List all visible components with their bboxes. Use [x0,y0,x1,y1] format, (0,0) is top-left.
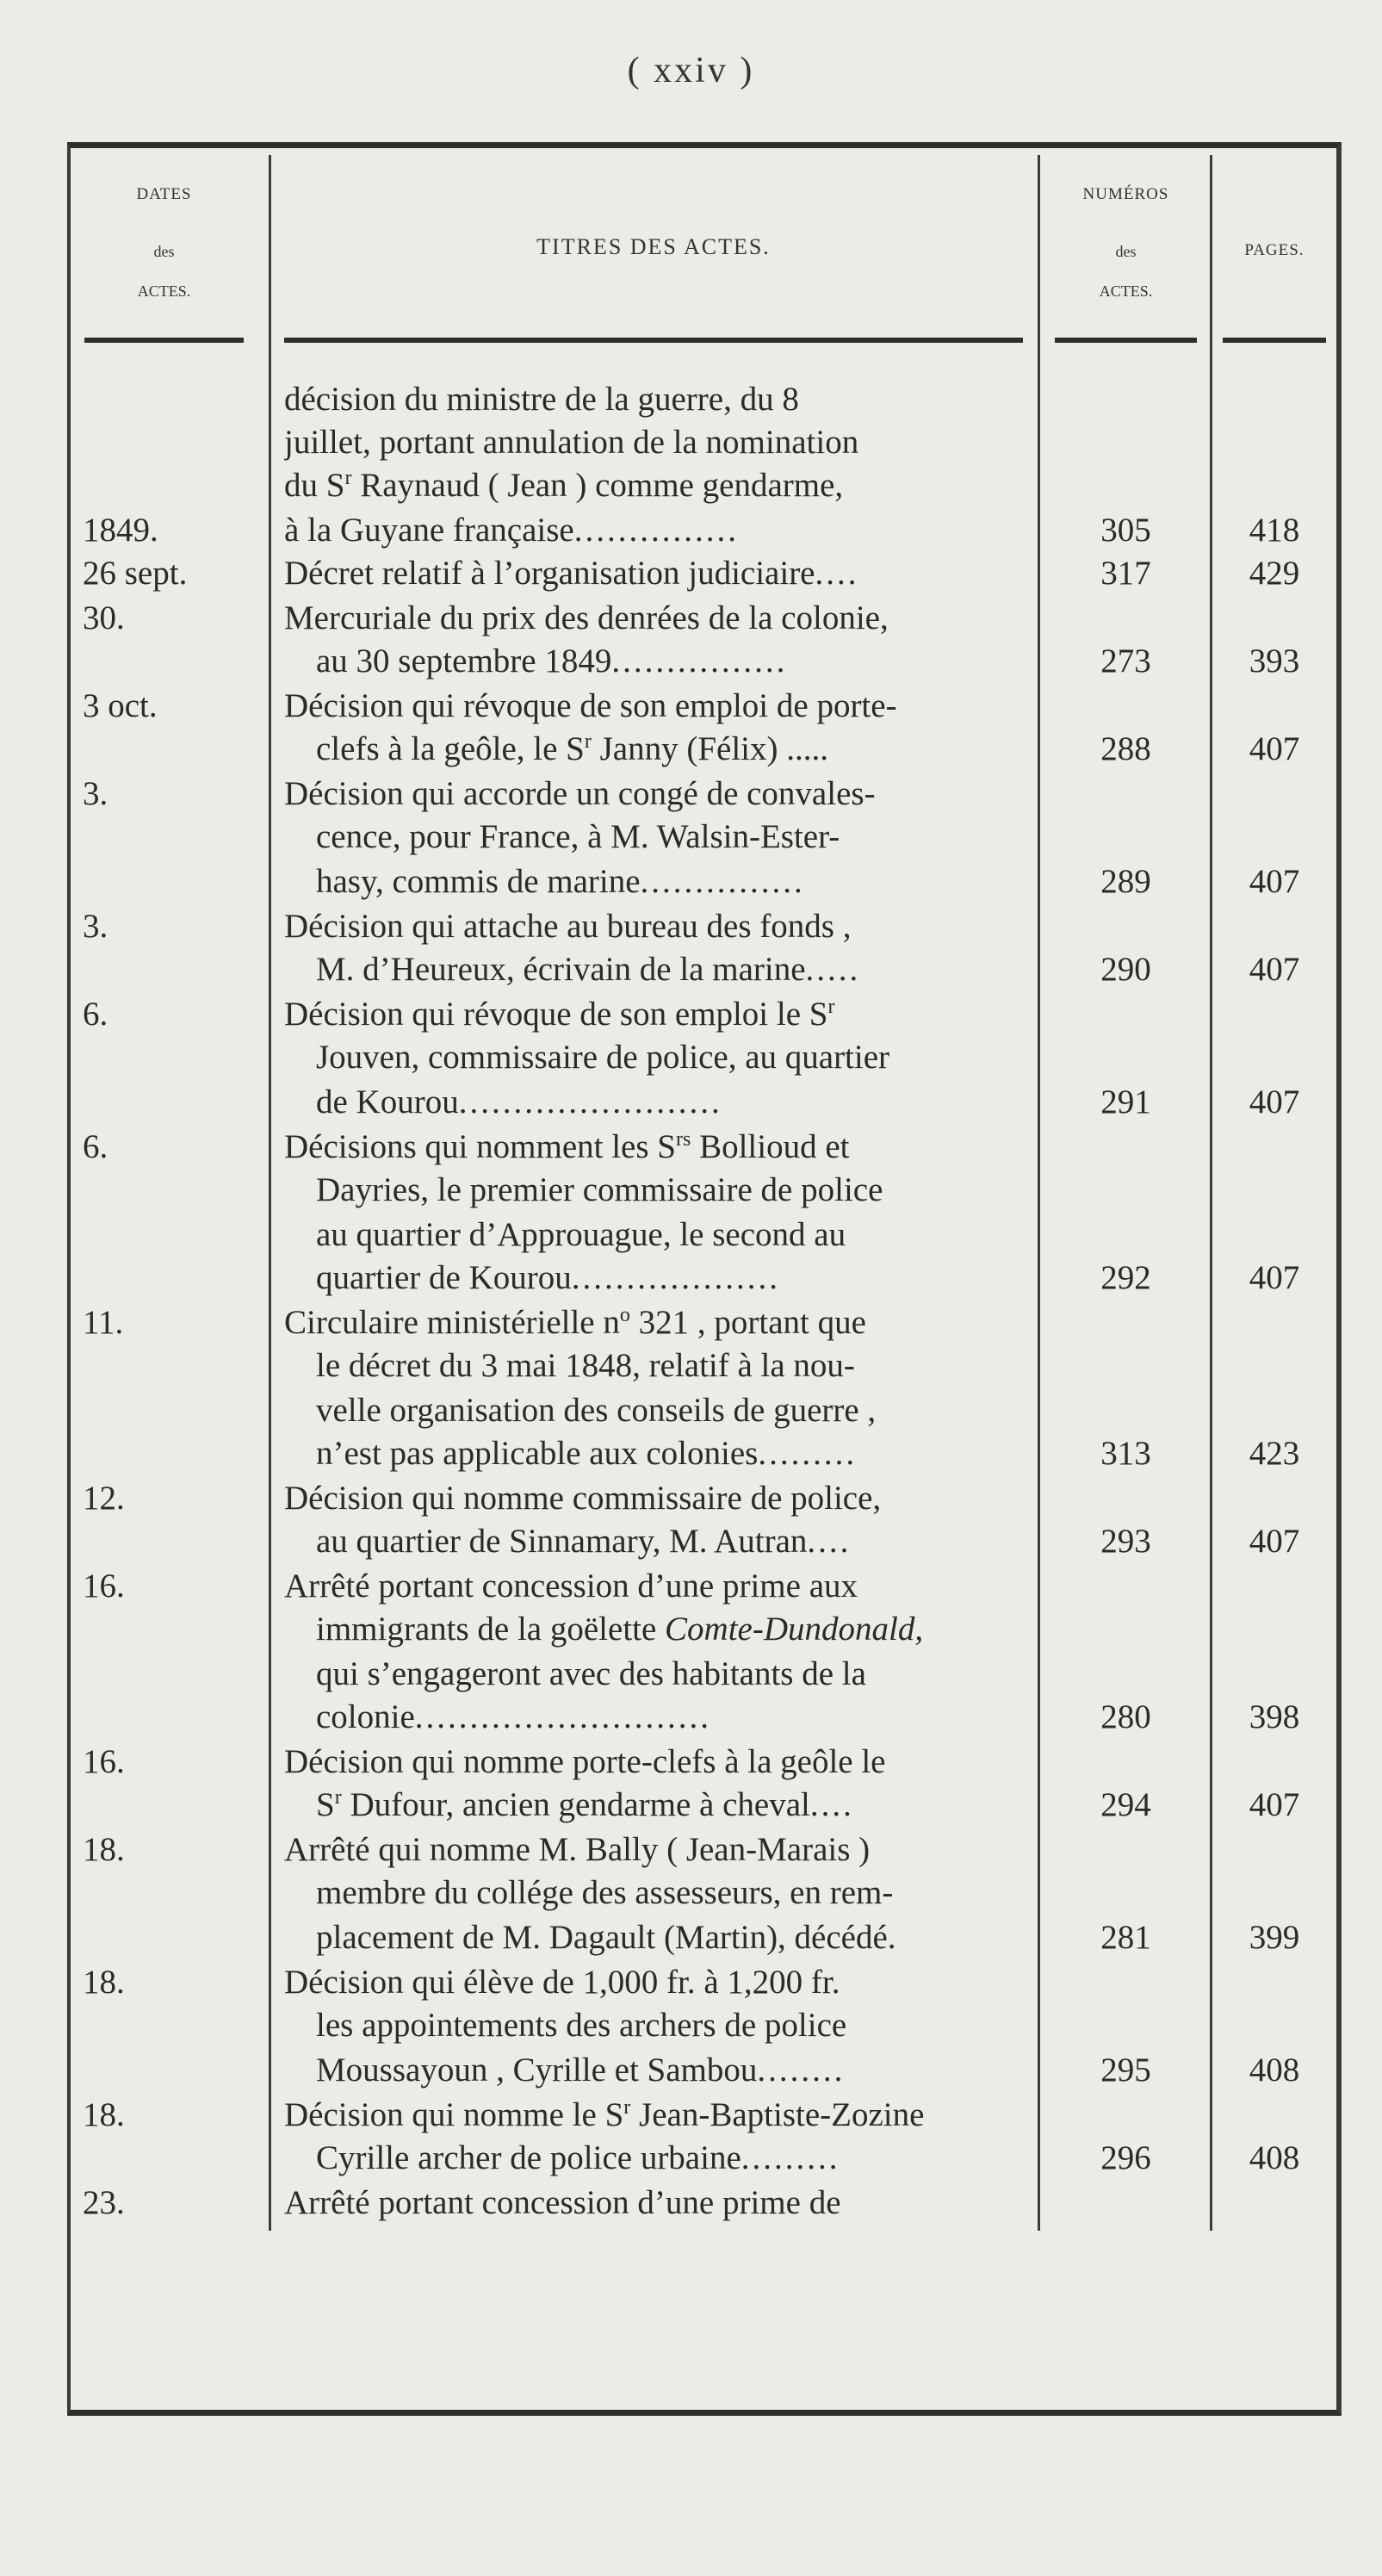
entry-number: 289 [1100,863,1151,900]
entry-date: 1849. [83,512,158,549]
entry-line: Arrêté portant concession d’une prime aux [284,1567,858,1605]
column-divider [1038,155,1040,2231]
entry-line: cence, pour France, à M. Walsin-Ester- [316,818,840,855]
entry-page: 398 [1249,1698,1300,1735]
entry-line: Circulaire ministérielle $n^o$ 321 , portant que [284,1304,866,1341]
entry-page: 418 [1249,512,1300,549]
entry-line: Mercuriale du prix des denrées de la colonie, [284,599,889,636]
entry-date: 11. [83,1304,124,1341]
header-rule [1055,338,1197,343]
entry-number: 290 [1100,951,1151,988]
entry-date: 16. [83,1567,125,1605]
entry-line: à la Guyane française............... [284,512,739,549]
entry-line: hasy, commis de marine............... [316,863,805,900]
entry-line: Décision qui accorde un congé de convales- [284,775,876,812]
entry-date: 23. [83,2184,125,2221]
entry-line: juillet, portant annulation de la nomination [284,424,859,461]
entry-line: Jouven, commissaire de police, au quartier [316,1039,890,1076]
entry-line: Décisions qui nomment les $S^{rs}$ Bollioud et [284,1128,850,1165]
entry-date: 6. [83,996,108,1033]
entry-date: 16. [83,1743,125,1780]
entry-page: 407 [1249,863,1300,900]
entry-line: Cyrille archer de police urbaine......... [316,2139,840,2176]
entry-line: Décision qui nomme commissaire de police, [284,1480,882,1517]
entry-line: au quartier d’Approuague, le second au [316,1216,846,1253]
numeros-header-actes: ACTES. [1099,282,1153,300]
entry-line: au 30 septembre 1849................ [316,642,788,680]
header-rule [1223,338,1326,343]
entry-line: du $S^r$ Raynaud ( Jean ) comme gendarme, [284,467,844,504]
entry-date: 18. [83,1831,125,1868]
entry-line: au quartier de Sinnamary, M. Autran.... [316,1523,852,1560]
entry-line: immigrants de la goëlette Comte-Dundonald, [316,1611,924,1648]
column-divider [269,155,271,2231]
header-rule [284,338,1023,343]
entry-number: 295 [1100,2051,1151,2089]
numeros-header: NUMÉROS [1082,185,1169,203]
entry-number: 281 [1100,1919,1151,1956]
entry-number: 273 [1100,642,1151,680]
entry-line: Décision qui élève de 1,000 fr. à 1,200 fr. [284,1964,840,2001]
entry-date: 3. [83,775,108,812]
entry-page: 407 [1249,951,1300,988]
entry-line: Décision qui nomme porte-clefs à la geôle le [284,1743,886,1780]
numeros-header-des: des [1115,243,1137,260]
entry-line: le décret du 3 mai 1848, relatif à la nou- [316,1347,855,1384]
column-divider [1210,155,1212,2231]
entry-page: 408 [1249,2139,1300,2176]
entry-date: 18. [83,1964,125,2001]
entry-page: 393 [1249,642,1300,680]
entry-number: 313 [1100,1435,1151,1472]
titres-header: TITRES DES ACTES. [536,234,771,259]
entry-line: clefs à la geôle, le $S^r$ Janny (Félix) ..... [316,730,829,767]
entry-line: Décision qui révoque de son emploi de porte- [284,687,897,724]
entry-number: 291 [1100,1083,1151,1120]
entry-line: Décision qui nomme le $S^r$ Jean-Baptiste-Zozine [284,2096,925,2133]
entry-line: qui s’engageront avec des habitants de la [316,1655,866,1692]
entry-line: les appointements des archers de police [316,2007,847,2044]
entry-page: 407 [1249,1786,1300,1823]
entry-line: membre du collége des assesseurs, en rem- [316,1874,894,1911]
entry-date: 30. [83,599,125,636]
dates-header-actes: ACTES. [137,282,191,300]
entry-page: 407 [1249,1523,1300,1560]
entry-date: 3. [83,908,108,945]
dates-header-des: des [153,243,175,260]
header-rule [84,338,244,343]
entry-page: 407 [1249,1259,1300,1296]
entry-page: 408 [1249,2051,1300,2089]
entry-page: 429 [1249,555,1300,592]
page-number: ( xxiv ) [627,51,755,90]
entry-line: quartier de Kourou................... [316,1259,780,1296]
entry-date: 6. [83,1128,108,1165]
entry-number: 292 [1100,1259,1151,1296]
entry-page: 423 [1249,1435,1300,1472]
entry-line: colonie........................... [316,1698,712,1735]
entry-date: 26 sept. [83,555,188,592]
entry-page: 399 [1249,1919,1300,1956]
entry-line: Dayries, le premier commissaire de police [316,1171,883,1208]
entry-number: 293 [1100,1523,1151,1560]
entry-line: velle organisation des conseils de guerre , [316,1392,877,1429]
entry-number: 280 [1100,1698,1151,1735]
entry-line: n’est pas applicable aux colonies......... [316,1435,858,1472]
entry-line: M. d’Heureux, écrivain de la marine..... [316,951,861,988]
entry-number: 294 [1100,1786,1151,1823]
entry-page: 407 [1249,730,1300,767]
pages-header: PAGES. [1244,241,1305,259]
entry-number: 288 [1100,730,1151,767]
entry-line: décision du ministre de la guerre, du 8 [284,381,799,418]
entry-number: 317 [1100,555,1151,592]
entry-line: placement de M. Dagault (Martin), décédé. [316,1919,896,1956]
entry-line: Arrêté qui nomme M. Bally ( Jean-Marais ) [284,1831,871,1868]
entry-line: de Kourou........................ [316,1083,722,1120]
entry-line: Décision qui révoque de son emploi le $S^r$ [284,996,835,1033]
entry-line: Arrêté portant concession d’une prime de [284,2184,841,2221]
dates-header: DATES [136,185,192,203]
entry-line: Décret relatif à l’organisation judiciaire.... [284,555,859,592]
entry-date: 3 oct. [83,687,158,724]
entry-line: Moussayoun , Cyrille et Sambou........ [316,2051,846,2089]
entry-line: Décision qui attache au bureau des fonds , [284,908,852,945]
entry-page: 407 [1249,1083,1300,1120]
entry-date: 12. [83,1480,125,1517]
entry-date: 18. [83,2096,125,2133]
entry-number: 296 [1100,2139,1151,2176]
entry-line: $S^r$ Dufour, ancien gendarme à cheval.... [316,1786,854,1823]
entry-number: 305 [1100,512,1151,549]
